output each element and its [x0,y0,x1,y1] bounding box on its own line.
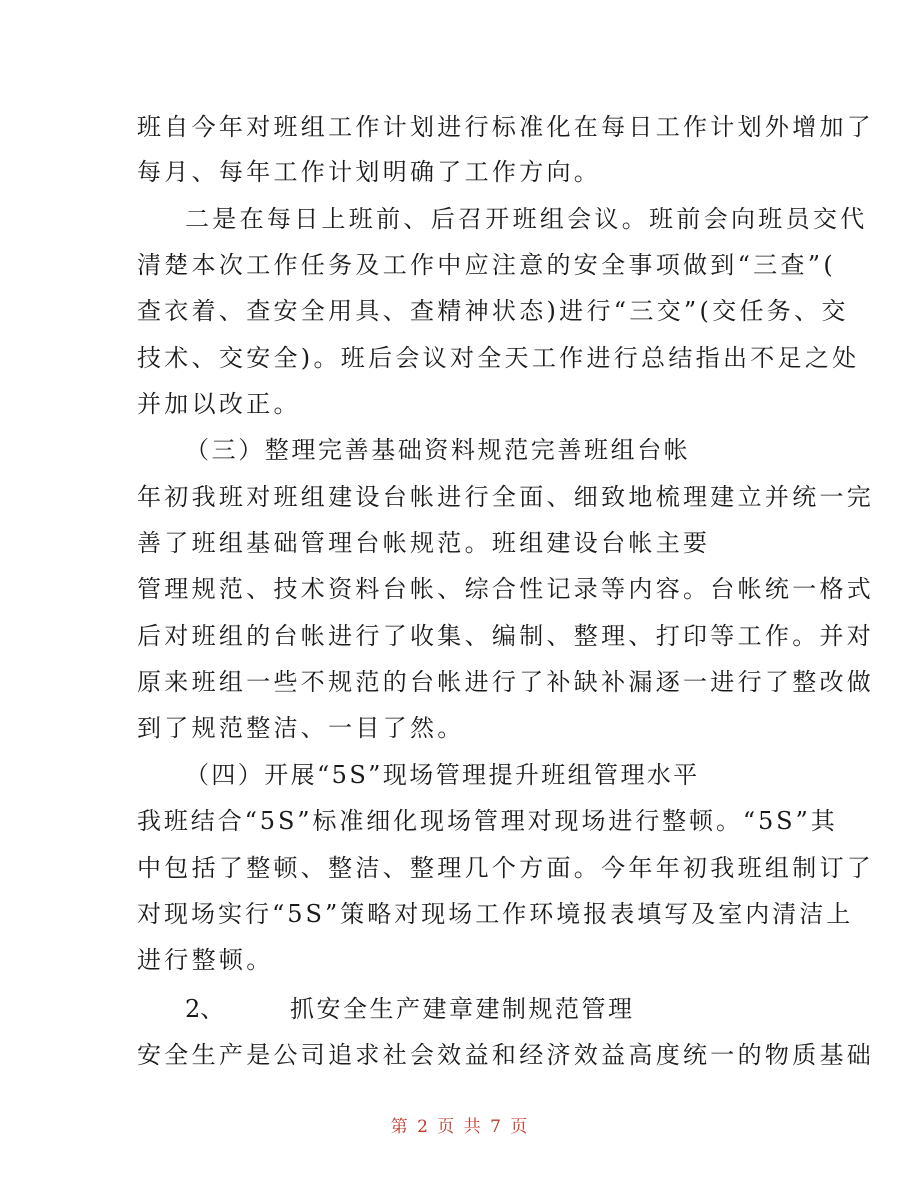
paragraph-line: 后对班组的台帐进行了收集、编制、整理、打印等工作。并对 [137,622,875,650]
paragraph-line: 进行整顿。 [137,946,274,974]
paragraph-line: 中包括了整顿、整洁、整理几个方面。今年年初我班组制订了 [137,854,875,882]
paragraph-line: 二是在每日上班前、后召开班组会议。班前会向班员交代 [185,205,868,233]
paragraph-line: 清楚本次工作任务及工作中应注意的安全事项做到“三查”( [137,251,837,279]
section-heading: 抓安全生产建章建制规范管理 [290,995,635,1023]
paragraph-line: 查衣着、查安全用具、查精神状态)进行“三交”(交任务、交 [137,297,849,325]
section-number: 2、 [185,995,225,1023]
paragraph-line: 对现场实行“5S”策略对现场工作环境报表填写及室内清洁上 [137,900,854,928]
paragraph-line: 每月、每年工作计划明确了工作方向。 [137,158,602,186]
paragraph-line: 并加以改正。 [137,390,301,418]
paragraph-line: 原来班组一些不规范的台帐进行了补缺补漏逐一进行了整改做 [137,668,875,696]
paragraph-line: 技术、交安全)。班后会议对全天工作进行总结指出不足之处 [137,344,860,372]
paragraph-line: 到了规范整洁、一目了然。 [137,714,465,742]
paragraph-line: 我班结合“5S”标准细化现场管理对现场进行整顿。“5S”其 [137,807,838,835]
paragraph-line: 善了班组基础管理台帐规范。班组建设台帐主要 [137,529,711,557]
paragraph-line: 班自今年对班组工作计划进行标准化在每日工作计划外增加了 [137,113,875,141]
section-heading: （四）开展“5S”现场管理提升班组管理水平 [185,761,700,789]
page-number-footer: 第 2 页 共 7 页 [390,1117,530,1137]
paragraph-line: 年初我班对班组建设台帐进行全面、细致地梳理建立并统一完 [137,483,875,511]
section-heading: （三）整理完善基础资料规范完善班组台帐 [185,436,691,464]
paragraph-line: 安全生产是公司追求社会效益和经济效益高度统一的物质基础 [137,1041,875,1069]
paragraph-line: 管理规范、技术资料台帐、综合性记录等内容。台帐统一格式 [137,575,875,603]
